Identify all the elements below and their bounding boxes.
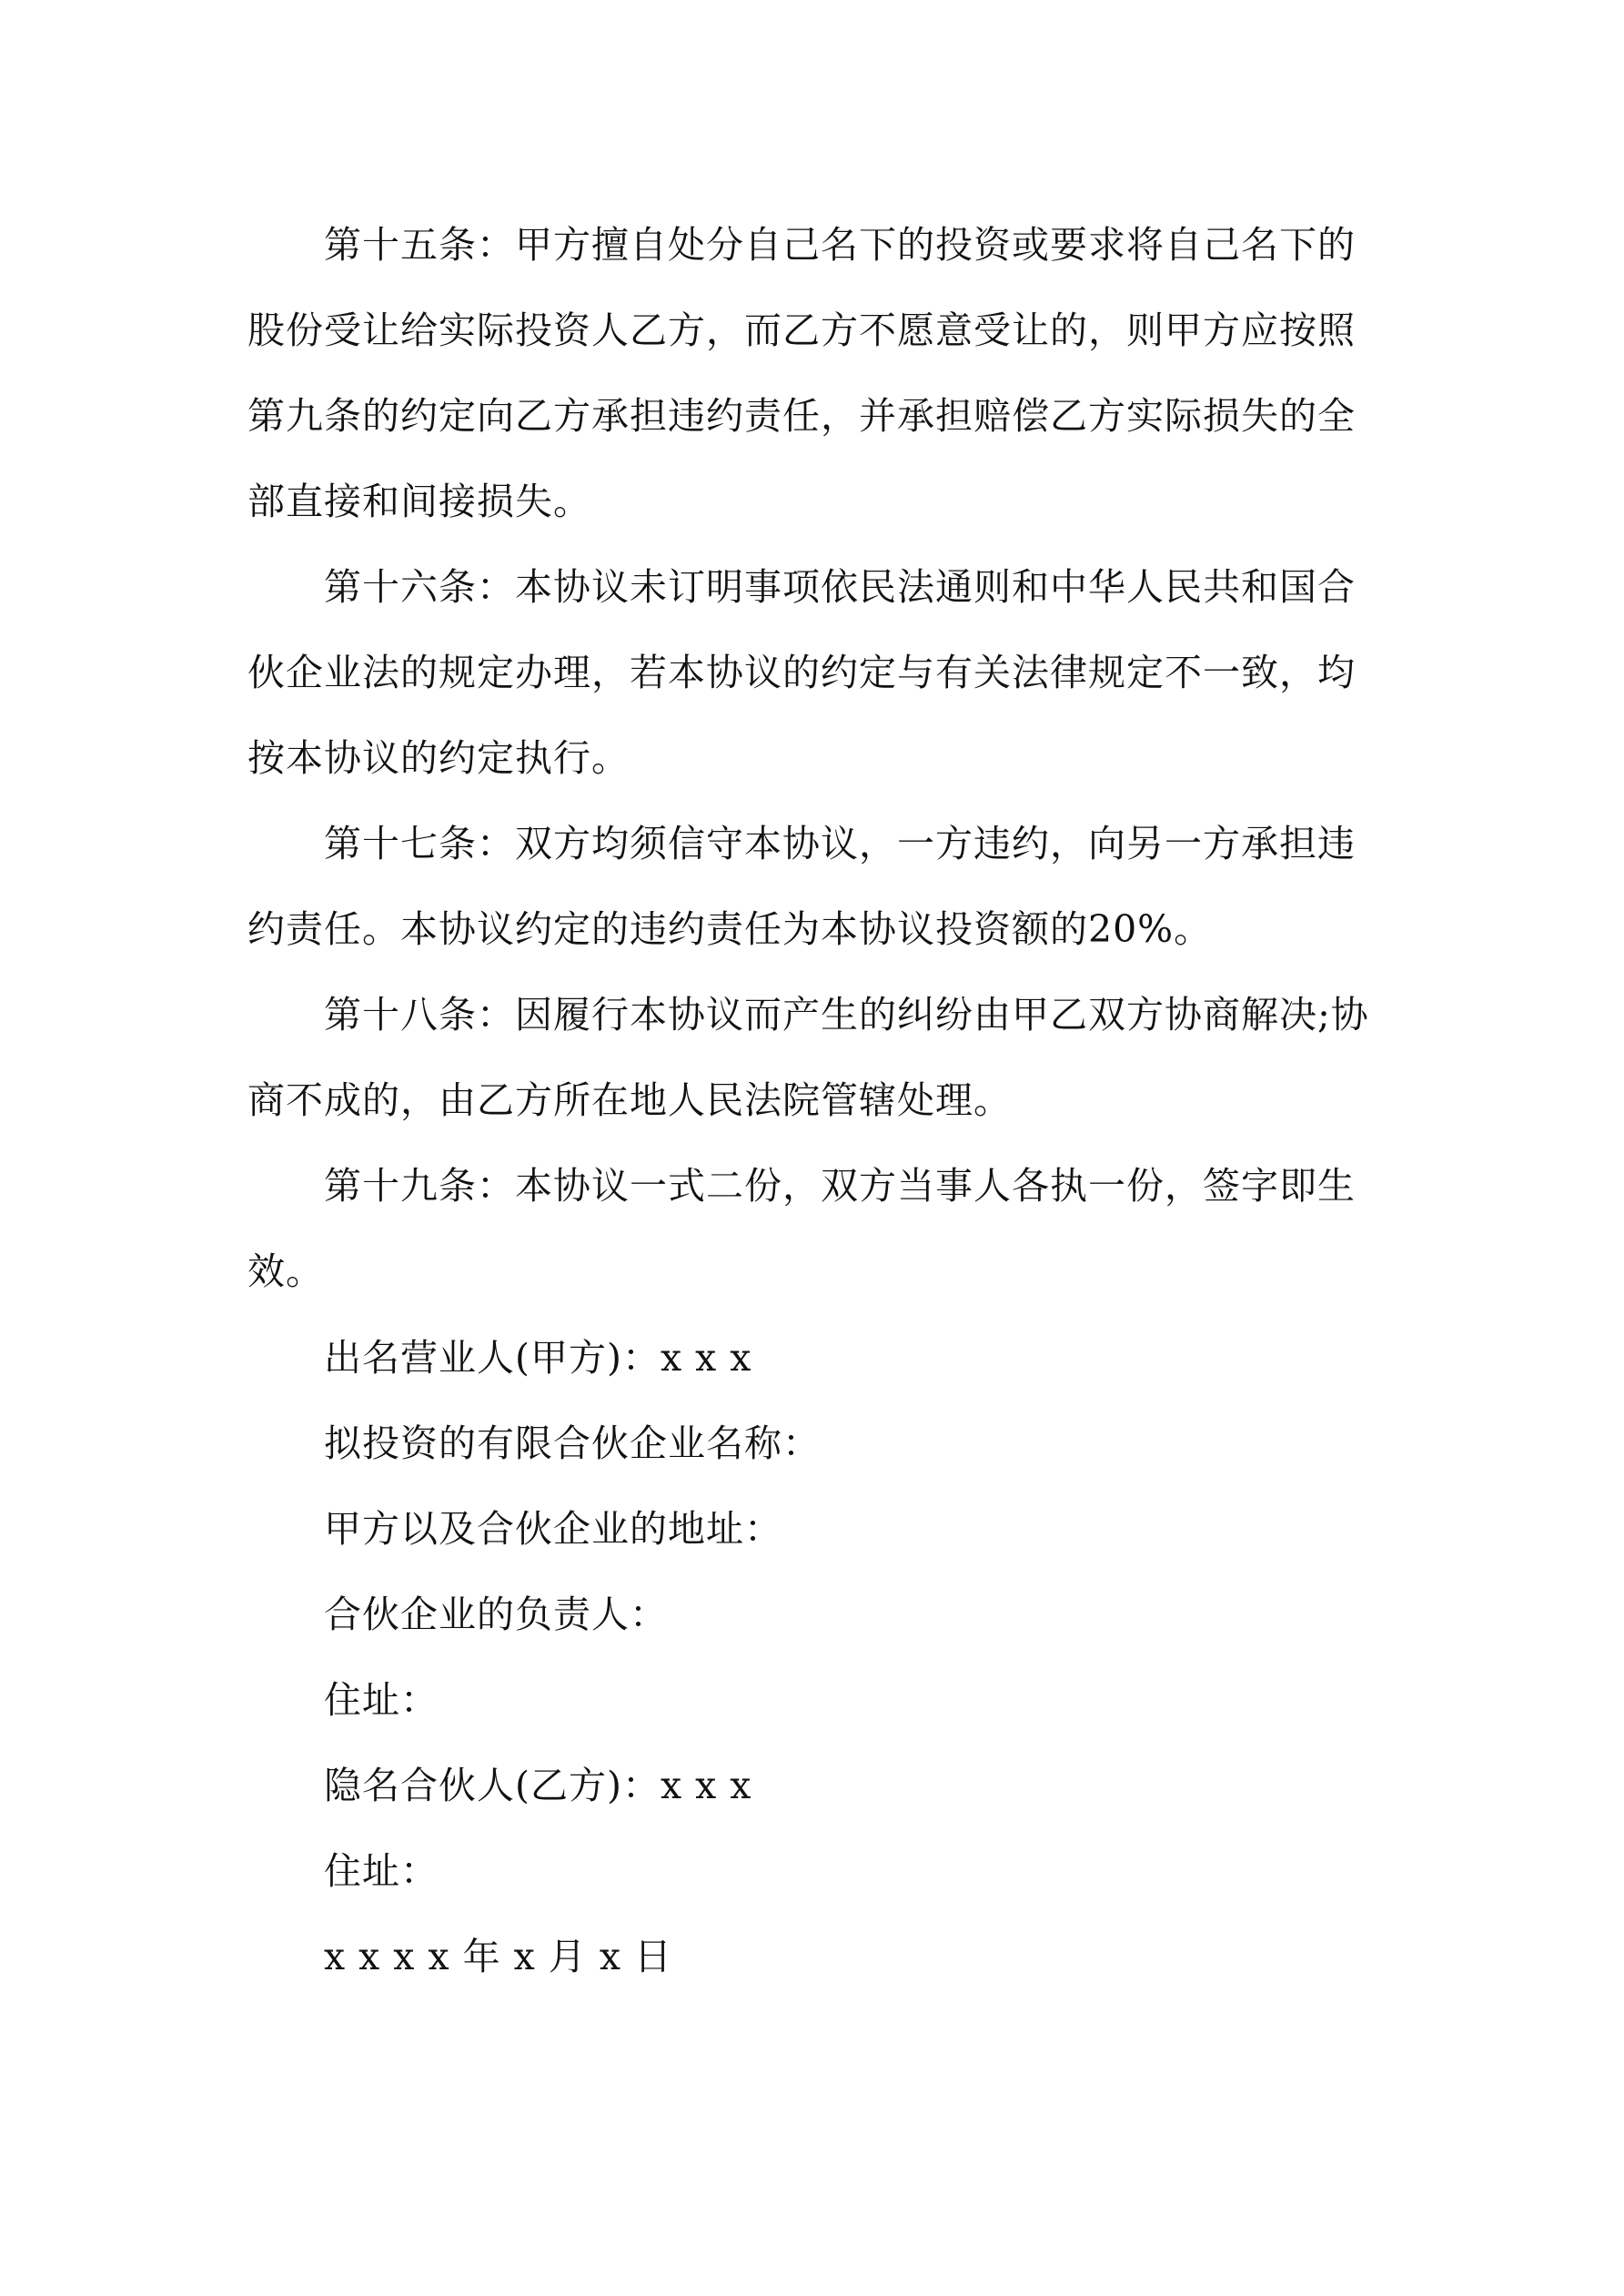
clause-16: 第十六条：本协议未订明事项依民法通则和中华人民共和国合伙企业法的规定办理，若本协议的约定与有关法律规定不一致，均按本协议的约定执行。 (247, 565, 1356, 780)
sig-address-2: 住址： (324, 1849, 439, 1893)
clause-19: 第十九条：本协议一式二份，双方当事人各执一份，签字即生效。 (247, 1164, 1356, 1293)
sig-nominal-operator: 出名营业人(甲方)：x x x (324, 1336, 752, 1380)
sig-address-1: 住址： (324, 1678, 439, 1722)
sig-silent-partner: 隐名合伙人(乙方)：x x x (324, 1764, 752, 1807)
clause-18: 第十八条：因履行本协议而产生的纠纷由甲乙双方协商解决;协商不成的，由乙方所在地人民法院管辖处理。 (247, 993, 1369, 1122)
sig-partnership-manager: 合伙企业的负责人： (324, 1593, 668, 1636)
sig-date: x x x x 年 x 月 x 日 (324, 1935, 672, 1978)
agreement-clauses (247, 202, 1385, 1314)
sig-address-party-a: 甲方以及合伙企业的地址： (324, 1507, 782, 1551)
clause-15: 第十五条：甲方擅自处分自己名下的投资或要求将自己名下的股份受让给实际投资人乙方，而乙方不愿意受让的，则甲方应按照第九条的约定向乙方承担违约责任，并承担赔偿乙方实际损失的全部直接和间接损失。 (247, 223, 1356, 523)
clause-17: 第十七条：双方均须信守本协议，一方违约，向另一方承担违约责任。本协议约定的违约责任为本协议投资额的20%。 (247, 822, 1356, 951)
sig-partnership-name: 拟投资的有限合伙企业名称： (324, 1421, 821, 1465)
signature-block (324, 1315, 1325, 1999)
